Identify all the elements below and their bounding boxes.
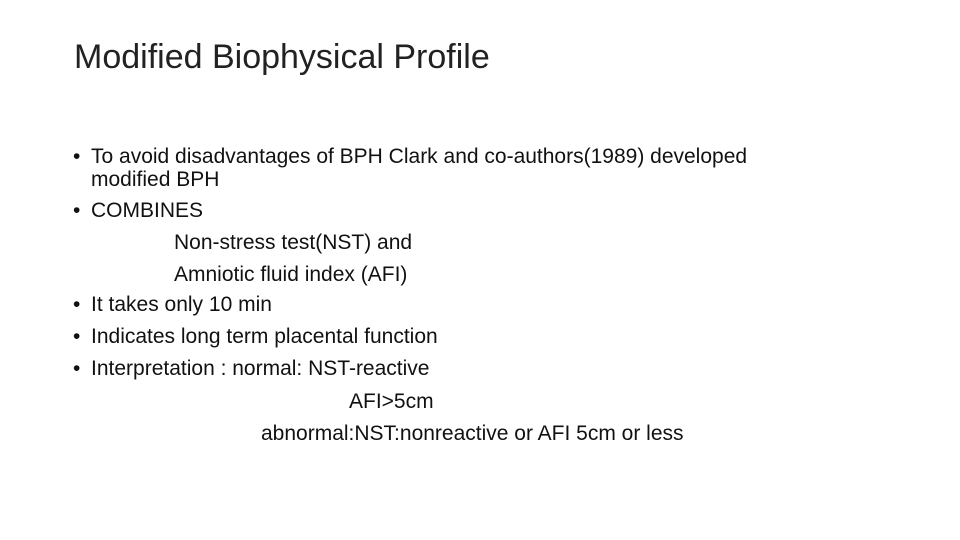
- bullet-marker-2: •: [73, 199, 81, 222]
- bullet-marker-1: •: [73, 145, 81, 168]
- bullet-3-text: It takes only 10 min: [91, 293, 272, 316]
- bullet-2-sub-line-1: Non-stress test(NST) and: [174, 231, 413, 254]
- bullet-5-sub-line-1: AFI>5cm: [349, 390, 434, 413]
- bullet-marker-4: •: [73, 325, 81, 348]
- bullet-4-text: Indicates long term placental function: [91, 325, 438, 348]
- bullet-1-text-line-1: To avoid disadvantages of BPH Clark and co-authors(1989) developed: [91, 145, 748, 168]
- slide-title: Modified Biophysical Profile: [74, 38, 490, 76]
- bullet-marker-3: •: [73, 293, 81, 316]
- bullet-2-sub-line-2: Amniotic fluid index (AFI): [174, 263, 408, 286]
- bullet-5-sub-line-2: abnormal:NST:nonreactive or AFI 5cm or less: [261, 422, 684, 445]
- bullet-1-text-line-2: modified BPH: [91, 168, 220, 191]
- bullet-2-text: COMBINES: [91, 199, 204, 222]
- bullet-5-text: Interpretation : normal: NST-reactive: [91, 357, 430, 380]
- bullet-marker-5: •: [73, 357, 81, 380]
